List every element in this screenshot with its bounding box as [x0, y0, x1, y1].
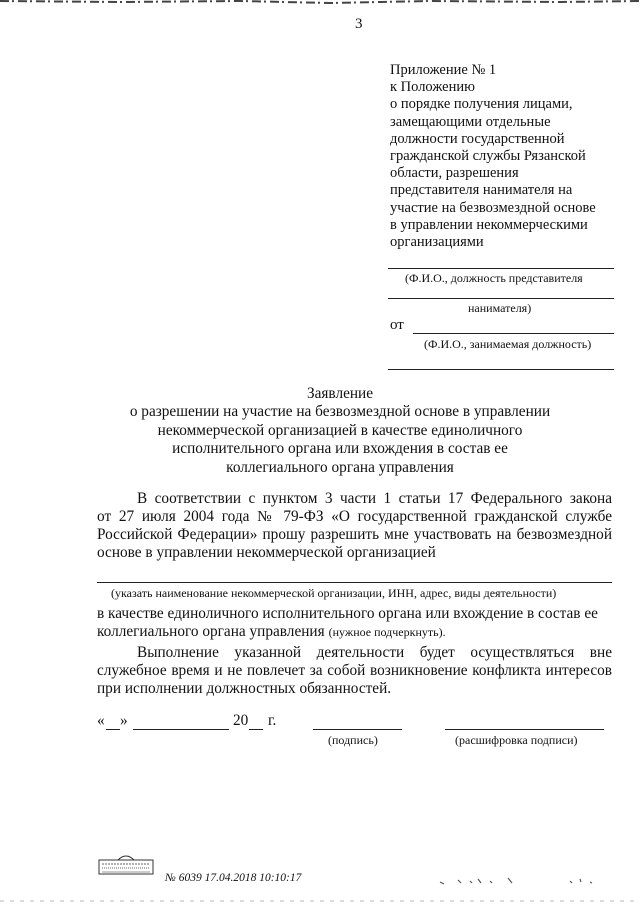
- registration-number: № 6039 17.04.2018 10:10:17: [165, 872, 302, 884]
- organization-line: [97, 582, 612, 583]
- date-month-line: [133, 729, 229, 730]
- paragraph-1-last-line: основе в управлении некоммерческой организацией: [97, 544, 436, 561]
- title-line: о разрешении на участие на безвозмездной основе в управлении: [129, 403, 551, 421]
- title-line: Заявление: [306, 385, 374, 402]
- appendix-line: представителя нанимателя на: [390, 182, 573, 199]
- appendix-line: о порядке получения лицами,: [390, 96, 573, 113]
- applicant-line: [413, 333, 614, 334]
- date-close-quote: »: [120, 712, 128, 729]
- paragraph-1-line: от 27 июля 2004 года № 79-ФЗ «О государственной гражданской службе: [97, 508, 612, 525]
- appendix-line: к Положению: [390, 79, 475, 96]
- date-day-line: [106, 729, 120, 730]
- scan-edge-artifact: [0, 0, 640, 6]
- appendix-line: должности государственной: [390, 130, 565, 147]
- organization-caption: (указать наименование некоммерческой организации, ИНН, адрес, виды деятельности): [111, 586, 557, 600]
- year-prefix: 20: [233, 712, 249, 729]
- appendix-line: организациями: [390, 234, 484, 251]
- registry-stamp-icon: [98, 852, 154, 878]
- signature-line: [313, 729, 402, 730]
- title-line: исполнительного органа или вхождения в состав ее: [172, 440, 508, 458]
- application-title: [60, 385, 620, 477]
- signature-decode-line: [445, 729, 604, 730]
- title-line: некоммерческой организацией в качестве единоличного: [157, 421, 523, 439]
- addressee-caption-2: нанимателя): [468, 301, 532, 315]
- scan-noise-artifact: [430, 872, 610, 892]
- paragraph-1-line: В соответствии с пунктом 3 части 1 статьи 17 Федерального закона: [137, 490, 612, 507]
- appendix-line: области, разрешения: [390, 165, 519, 182]
- paragraph-1-line: Российской Федерации» прошу разрешить мне участвовать на безвозмездной: [97, 526, 612, 543]
- appendix-line: участие на безвозмездной основе: [390, 199, 596, 216]
- paragraph-3-last-line: при исполнении должностных обязанностей.: [97, 680, 392, 697]
- paragraph-3-line: служебное время и не повлечет за собой возникновение конфликта интересов: [97, 662, 612, 679]
- addressee-line-2: [388, 298, 614, 299]
- addressee-caption-1: (Ф.И.О., должность представителя: [405, 271, 583, 285]
- year-suffix: г.: [268, 712, 277, 729]
- appendix-line: гражданской службы Рязанской: [390, 148, 586, 165]
- addressee-line-1: [388, 268, 614, 269]
- paragraph-2-line: в качестве единоличного исполнительного органа или вхождение в состав ее: [97, 605, 598, 622]
- paragraph-3-line: Выполнение указанной деятельности будет осуществляться вне: [137, 644, 612, 661]
- bottom-scan-edge: [0, 898, 640, 904]
- date-open-quote: «: [97, 712, 105, 729]
- paragraph-2-note: (нужное подчеркнуть).: [328, 625, 446, 639]
- applicant-caption: (Ф.И.О., занимаемая должность): [424, 337, 592, 351]
- paragraph-2-text: коллегиального органа управления: [97, 623, 325, 640]
- applicant-line-2: [388, 369, 614, 370]
- appendix-line: замещающими отдельные: [390, 113, 551, 130]
- signature-decode-caption: (расшифровка подписи): [455, 733, 578, 747]
- date-year-line: [249, 729, 263, 730]
- from-label: от: [390, 317, 404, 333]
- appendix-line: Приложение № 1: [390, 62, 497, 78]
- signature-caption: (подпись): [328, 733, 378, 747]
- page-number: 3: [355, 16, 363, 32]
- appendix-line: в управлении некоммерческими: [390, 216, 588, 233]
- appendix-header: [390, 62, 630, 251]
- paragraph-2-line: [97, 623, 446, 641]
- title-line: коллегиального органа управления: [226, 458, 454, 476]
